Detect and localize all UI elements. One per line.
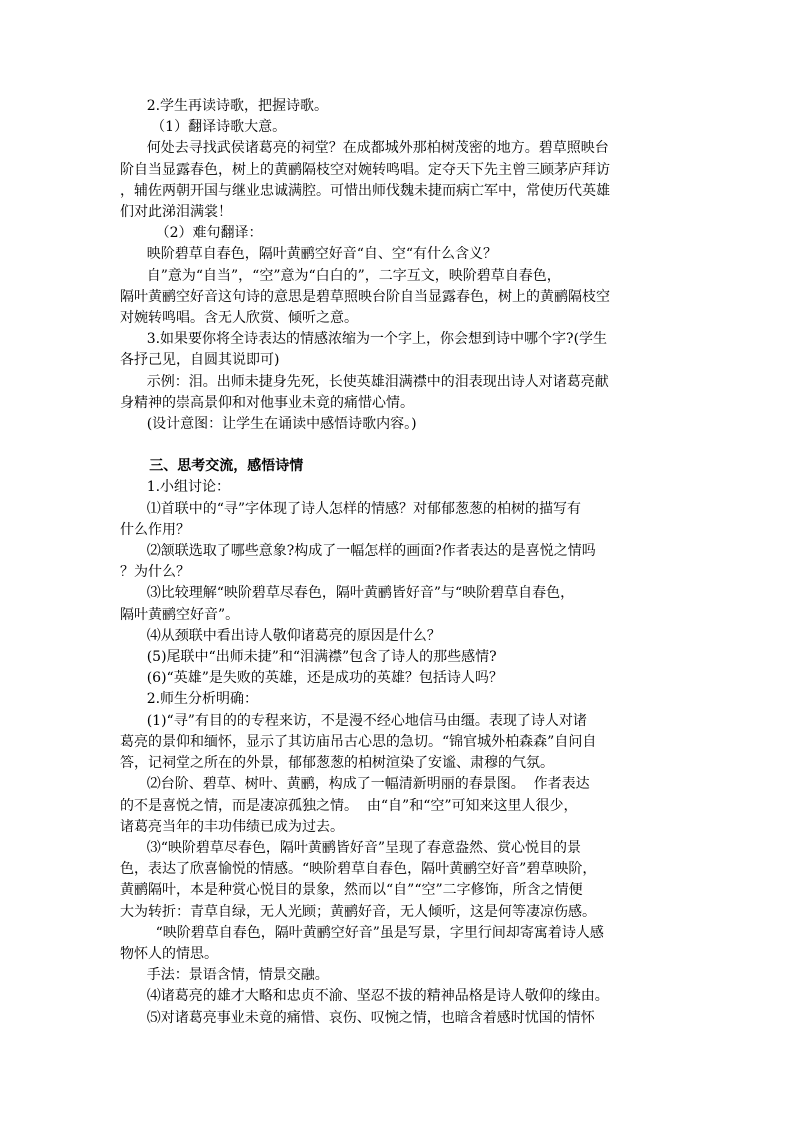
text-line: ⑴首联中的“寻”字体现了诗人怎样的情感？对郁郁葱葱的柏树的描写有 xyxy=(120,500,582,517)
text-line: ，辅佐两朝开国与继业忠诚满腔。可惜出师伐魏未捷而病亡军中，常使历代英雄 xyxy=(120,182,610,199)
text-line: 手法：景语含情，情景交融。 xyxy=(120,967,329,984)
text-line: (设计意图：让学生在诵读中感悟诗歌内容。) xyxy=(120,416,417,433)
text-line: 身精神的崇高景仰和对他事业未竟的痛惜心情。 xyxy=(120,394,414,411)
text-line: 色，表达了欣喜愉悦的情感。“映阶碧草自春色，隔叶黄鹂空好音”碧草映阶， xyxy=(120,861,597,878)
text-line: ⑷从颈联中看出诗人敬仰诸葛亮的原因是什么？ xyxy=(120,627,441,644)
text-line: 各抒己见，自圆其说即可) xyxy=(120,352,280,369)
text-line: “映阶碧草自春色，隔叶黄鹂空好音”虽是写景，字里行间却寄寓着诗人感 xyxy=(120,924,604,941)
text-line: （1）翻译诗歌大意。 xyxy=(120,119,287,136)
text-line: 黄鹂隔叶，本是种赏心悦目的景象，然而以“自”“空”二字修饰，所含之情便 xyxy=(120,882,583,899)
text-line: 2.师生分析明确： xyxy=(120,691,259,708)
text-line: (1)“寻”有目的的专程来访，不是漫不经心地信马由缰。表现了诗人对诸 xyxy=(120,712,587,729)
text-line: 自”意为“自当”，“空”意为“白白的”，二字互文，映阶碧草自春色， xyxy=(120,267,561,284)
text-line: 物怀人的情思。 xyxy=(120,945,218,962)
text-line: 示例：泪。出师未捷身先死，长使英雄泪满襟中的泪表现出诗人对诸葛亮献 xyxy=(120,373,609,390)
text-line: ⑶比较理解“映阶碧草尽春色，隔叶黄鹂皆好音”与“映阶碧草自春色， xyxy=(120,585,575,602)
text-line: ⑶“映阶碧草尽春色，隔叶黄鹂皆好音”呈现了春意盎然、赏心悦目的景 xyxy=(120,839,582,856)
text-line: 们对此涕泪满裳！ xyxy=(120,204,232,221)
text-line: ⑵台阶、碧草、树叶、黄鹂，构成了一幅清新明丽的春景图。 作者表达 xyxy=(120,776,590,793)
text-line: 映阶碧草自春色，隔叶黄鹂空好音“自、空“有什么含义？ xyxy=(120,246,498,263)
text-line: 什么作用？ xyxy=(120,521,190,538)
text-line: 2.学生再读诗歌，把握诗歌。 xyxy=(120,98,329,114)
text-line: 葛亮的景仰和缅怀，显示了其访庙吊古心思的急切。“锦官城外柏森森”自问自 xyxy=(120,733,597,750)
document-body xyxy=(120,96,680,1029)
text-line: 3.如果要你将全诗表达的情感浓缩为一个字上，你会想到诗中哪个字?(学生 xyxy=(120,331,608,348)
text-line: 大为转折：青草自绿，无人光顾；黄鹂好音，无人倾听，这是何等凄凉伤感。 xyxy=(120,903,596,920)
text-line: （2）难句翻译： xyxy=(120,225,263,242)
text-line: 隔叶黄鹂空好音”。 xyxy=(120,606,240,623)
text-line: ？为什么？ xyxy=(120,564,190,581)
text-line: (6)“英雄”是失败的英雄，还是成功的英雄？包括诗人吗？ xyxy=(120,670,503,687)
text-line: ⑸对诸葛亮事业未竟的痛惜、哀伤、叹惋之情，也暗含着感时忧国的情怀 xyxy=(120,1009,595,1026)
text-line: 阶自当显露春色，树上的黄鹂隔枝空对婉转鸣唱。定夺天下先主曾三顾茅庐拜访 xyxy=(120,161,610,178)
text-line: 1.小组讨论： xyxy=(120,479,231,496)
text-line: 何处去寻找武侯诸葛亮的祠堂？在成都城外那柏树茂密的地方。碧草照映台 xyxy=(120,140,609,157)
section-title: 三、思考交流，感悟诗情 xyxy=(120,458,304,475)
text-line: (5)尾联中“出师未捷”和“泪满襟”包含了诗人的那些感情? xyxy=(120,649,497,666)
text-line: 答，记祠堂之所在的外景，郁郁葱葱的柏树渲染了安谧、肃穆的气氛。 xyxy=(120,755,554,772)
text-line: ⑵颔联选取了哪些意象?构成了一幅怎样的画面?作者表达的是喜悦之情吗 xyxy=(120,543,596,560)
text-line: 隔叶黄鹂空好音这句诗的意思是碧草照映台阶自当显露春色，树上的黄鹂隔枝空 xyxy=(120,288,610,305)
text-line: 对婉转鸣唱。含无人欣赏、倾听之意。 xyxy=(120,310,358,327)
text-line: 诸葛亮当年的丰功伟绩已成为过去。 xyxy=(120,818,344,835)
text-line: 的不是喜悦之情，而是凄凉孤独之情。 由“自”和“空”可知来这里人很少， xyxy=(120,797,578,814)
text-line: ⑷诸葛亮的雄才大略和忠贞不渝、坚忍不拔的精神品格是诗人敬仰的缘由。 xyxy=(120,988,609,1005)
